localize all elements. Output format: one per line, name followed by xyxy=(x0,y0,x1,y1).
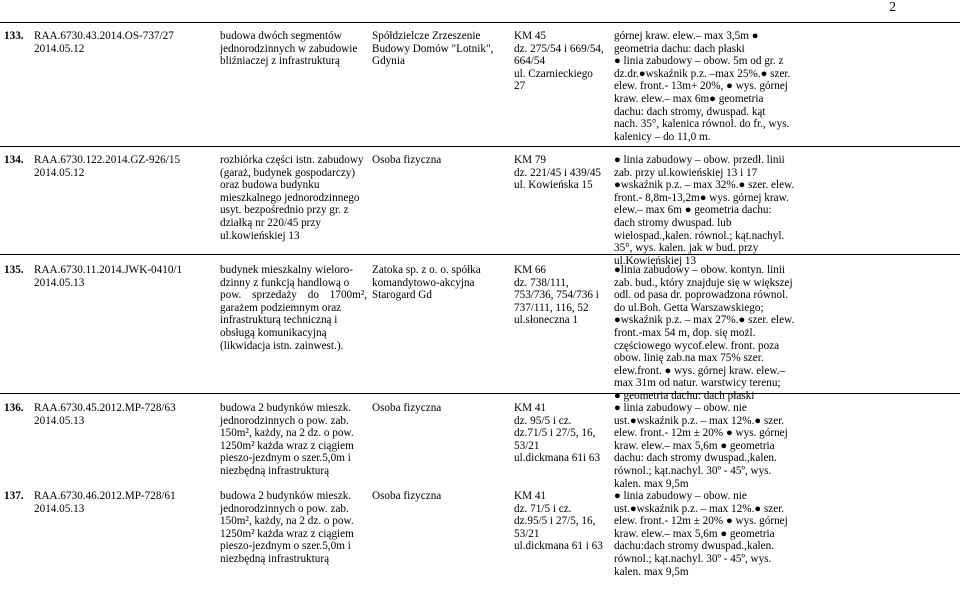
description-cell-line: budowa dwóch segmentów xyxy=(220,30,342,42)
description-cell-line: pieszo-jezdnym o szer.5,0m i xyxy=(220,540,351,553)
investor-cell-line: Osoba fizyczna xyxy=(372,402,442,414)
description-cell-line: (likwidacja istn. zainwest.). xyxy=(220,339,344,352)
description-cell-line: (garaż, budynek gospodarczy) xyxy=(220,166,356,179)
row-number-line: 136. xyxy=(4,402,24,414)
conditions-cell-line: kalen. max 9,5m xyxy=(614,565,689,578)
location-cell-line: dz. 95/5 i cz. xyxy=(514,414,572,427)
conditions-cell-line: geometria dachu: dach płaski xyxy=(614,42,745,55)
location-cell xyxy=(514,402,607,465)
description-cell-line: jednorodzinnych w zabudowie xyxy=(220,42,358,55)
conditions-cell-line: elew.– max 6m ● geometria dachu: xyxy=(614,204,772,217)
description-cell-line: obsługą komunikacyjną xyxy=(220,326,327,339)
description-cell-line: dzinny z funkcją handlową o xyxy=(220,276,350,289)
location-cell-line: dz. 738/111, xyxy=(514,276,569,289)
location-cell-line: ul.słoneczna 1 xyxy=(514,314,578,327)
location-cell-line: 53/21 xyxy=(514,527,540,540)
conditions-cell-line: front.-max 54 m, dop. się możl. xyxy=(614,326,756,339)
description-cell-line: budynek mieszkalny wieloro- xyxy=(220,264,353,276)
investor-cell-line: Osoba fizyczna xyxy=(372,154,442,166)
description-cell xyxy=(220,490,367,566)
description-cell-line: działką nr 220/45 przy xyxy=(220,216,321,229)
row-number xyxy=(4,402,32,415)
conditions-cell-line: ● linia zabudowy – obow. przedł. linii xyxy=(614,154,785,166)
description-cell xyxy=(220,264,367,352)
conditions-cell xyxy=(614,154,798,267)
description-cell-line: bliźniaczej z infrastrukturą xyxy=(220,55,340,68)
investor-cell-line: Starogard Gd xyxy=(372,289,432,302)
conditions-cell-line: dachu: dach stromy dwuspad.,kalen. xyxy=(614,452,777,465)
conditions-cell-line: obow. linię zab.na max 75% szer. xyxy=(614,352,764,365)
conditions-cell-line: odl. od pasa dr. poprowadzona równol. xyxy=(614,289,788,302)
description-cell xyxy=(220,30,367,68)
row-separator xyxy=(0,393,960,394)
description-cell-line: rozbiórka części istn. zabudowy xyxy=(220,154,364,166)
description-cell-line: budowa 2 budynków mieszk. xyxy=(220,490,352,502)
conditions-cell-line: elew.front. ● wys. górnej kraw. elew.– xyxy=(614,364,786,377)
conditions-cell-line: wielospad.,kalen. równol.; kąt.nachyl. xyxy=(614,229,785,242)
investor-cell-line: Zatoka sp. z o. o. spółka xyxy=(372,264,481,276)
page-number: 2 xyxy=(889,0,896,14)
description-cell-line: niezbędną infrastrukturą xyxy=(220,464,330,477)
row-number-line: 137. xyxy=(4,490,24,502)
conditions-cell-line: ● linia zabudowy – obow. 5m od gr. z xyxy=(614,55,784,68)
description-cell-line: oraz budowa budynku xyxy=(220,179,320,192)
conditions-cell-line: ● linia zabudowy – obow. nie xyxy=(614,402,747,414)
conditions-cell-line: ● linia zabudowy – obow. nie xyxy=(614,490,747,502)
conditions-cell-line: górnej kraw. elew.– max 3,5m ● xyxy=(614,30,759,42)
conditions-cell-line: ● geometria dachu: dach płaski xyxy=(614,389,755,402)
conditions-cell-line: ust.●wskaźnik p.z. – max 12%.● szer. xyxy=(614,414,785,427)
signature-cell-line: 2014.05.13 xyxy=(34,276,85,289)
description-cell xyxy=(220,154,367,242)
location-cell-line: 27 xyxy=(514,80,526,93)
signature-cell xyxy=(34,154,198,179)
signature-cell-line: RAA.6730.46.2012.MP-728/61 xyxy=(34,490,176,502)
conditions-cell-line: kraw. elew.– max 5,6m ● geometria xyxy=(614,439,775,452)
signature-cell-line: RAA.6730.11.2014.JWK-0410/1 xyxy=(34,264,183,276)
conditions-cell-line: dz.dr.●wskaźnik p.z. –max 25%.● szer. xyxy=(614,67,791,80)
conditions-cell xyxy=(614,490,798,578)
location-cell-line: dz. 275/54 i 669/54, xyxy=(514,42,604,55)
conditions-cell-line: front.- 8,8m-13,2m● wys. górnej kraw. xyxy=(614,191,789,204)
signature-cell-line: RAA.6730.43.2014.OS-737/27 xyxy=(34,30,174,42)
signature-cell xyxy=(34,490,198,515)
location-cell-line: ul. Kowieńska 15 xyxy=(514,179,593,192)
conditions-cell-line: kraw. elew.– max 6m● geometria xyxy=(614,92,764,105)
location-cell-line: dz. 221/45 i 439/45 xyxy=(514,166,602,179)
conditions-cell-line: 35°, wys. kalen. jak w bud. przy xyxy=(614,242,759,255)
description-cell-line: jednorodzinnych o pow. zab. xyxy=(220,502,349,515)
conditions-cell-line: nach. 35°, kalenica równol. do fr., wys. xyxy=(614,118,790,131)
header-rule xyxy=(0,22,960,23)
row-number-line: 133. xyxy=(4,30,24,42)
conditions-cell-line: kalenicy – do 11,0 m. xyxy=(614,130,711,143)
location-cell-line: ul.dickmana 61i 63 xyxy=(514,452,601,465)
investor-cell-line: Spółdzielcze Zrzeszenie xyxy=(372,30,481,42)
signature-cell-line: RAA.6730.45.2012.MP-728/63 xyxy=(34,402,176,414)
investor-cell xyxy=(372,154,508,167)
description-cell-line: 1250m² każda wraz z ciągiem xyxy=(220,527,354,540)
location-cell xyxy=(514,154,607,192)
conditions-cell-line: ●wskaźnik p.z. – max 27%.● szer. elew. xyxy=(614,314,795,327)
investor-cell-line: Gdynia xyxy=(372,55,405,68)
row-separator xyxy=(0,146,960,147)
location-cell-line: dz.95/5 i 27/5, 16, xyxy=(514,515,596,528)
location-cell-line: KM 45 xyxy=(514,30,547,42)
description-cell-line: 150m², każdy, na 2 dz. o pow. xyxy=(220,427,354,440)
investor-cell xyxy=(372,402,508,415)
investor-cell-line: Budowy Domów "Lotnik", xyxy=(372,42,494,55)
signature-cell-line: 2014.05.13 xyxy=(34,414,85,427)
row-number-line: 134. xyxy=(4,154,24,166)
conditions-cell xyxy=(614,30,798,143)
description-cell-line: jednorodzinnych o pow. zab. xyxy=(220,414,349,427)
row-number xyxy=(4,154,32,167)
location-cell-line: 737/111, 116, 52 xyxy=(514,301,589,314)
signature-cell-line: 2014.05.12 xyxy=(34,166,85,179)
location-cell-line: KM 66 xyxy=(514,264,547,276)
conditions-cell-line: ust.●wskaźnik p.z. – max 12%.● szer. xyxy=(614,502,785,515)
investor-cell-line: komandytowo-akcyjna xyxy=(372,276,475,289)
description-cell-line: infrastrukturą techniczną i xyxy=(220,314,338,327)
row-number xyxy=(4,30,32,43)
signature-cell-line: 2014.05.12 xyxy=(34,42,85,55)
conditions-cell-line: ul.Kowieńskiej 13 xyxy=(614,254,697,267)
conditions-cell-line: dachu: dach stromy, dwuspad. kąt xyxy=(614,105,766,118)
location-cell-line: KM 79 xyxy=(514,154,547,166)
conditions-cell-line: kraw. elew.– max 5,6m ● geometria xyxy=(614,527,775,540)
conditions-cell-line: zab. przy ul.kowieńskiej 13 i 17 xyxy=(614,166,758,179)
investor-cell xyxy=(372,490,508,503)
conditions-cell xyxy=(614,264,798,403)
conditions-cell-line: elew. front.- 12m ± 20% ● wys. górnej xyxy=(614,427,788,440)
investor-cell xyxy=(372,30,508,68)
description-cell-line: ul.kowieńskiej 13 xyxy=(220,229,300,242)
description-cell-line: 1250m² każda wraz z ciągiem xyxy=(220,439,354,452)
conditions-cell-line: równol.; kąt.nachyl. 30º - 45º, wys. xyxy=(614,464,772,477)
conditions-cell-line: dachu:dach stromy dwuspad.,kalen. xyxy=(614,540,775,553)
conditions-cell-line: zab. bud., który znajduje się w większej xyxy=(614,276,793,289)
location-cell xyxy=(514,30,607,93)
description-cell-line: mieszkalnego jednorodzinnego xyxy=(220,191,360,204)
conditions-cell-line: ●wskaźnik p.z. – max 32%.● szer. elew. xyxy=(614,179,795,192)
signature-cell xyxy=(34,30,198,55)
description-cell-line: budowa 2 budynków mieszk. xyxy=(220,402,352,414)
signature-cell-line: 2014.05.13 xyxy=(34,502,85,515)
location-cell-line: 664/54 xyxy=(514,55,546,68)
location-cell-line: dz. 71/5 i cz. xyxy=(514,502,572,515)
location-cell xyxy=(514,490,607,553)
description-cell xyxy=(220,402,367,478)
location-cell xyxy=(514,264,607,327)
signature-cell xyxy=(34,264,198,289)
conditions-cell-line: równol.; kąt.nachyl. 30º - 45º, wys. xyxy=(614,552,772,565)
conditions-cell-line: elew. front.- 12m ± 20% ● wys. górnej xyxy=(614,515,788,528)
signature-cell-line: RAA.6730.122.2014.GZ-926/15 xyxy=(34,154,181,166)
investor-cell xyxy=(372,264,508,302)
conditions-cell-line: max 31m od natur. warstwicy terenu; xyxy=(614,377,781,390)
row-number xyxy=(4,490,32,503)
row-separator xyxy=(0,254,960,255)
conditions-cell-line: ●linia zabudowy – obow. kontyn. linii xyxy=(614,264,786,276)
description-cell-line: niezbędną infrastrukturą xyxy=(220,552,330,565)
location-cell-line: 753/736, 754/736 i xyxy=(514,289,599,302)
row-number-line: 135. xyxy=(4,264,24,276)
location-cell-line: ul. Czarnieckiego xyxy=(514,67,593,80)
description-cell-line: pow. sprzedaży do 1700m², garażem podziemnym oraz xyxy=(220,289,367,314)
location-cell-line: ul.dickmana 61 i 63 xyxy=(514,540,603,553)
investor-cell-line: Osoba fizyczna xyxy=(372,490,442,502)
conditions-cell-line: dach stromy dwuspad. lub xyxy=(614,216,732,229)
location-cell-line: dz.71/5 i 27/5, 16, xyxy=(514,427,596,440)
location-cell-line: KM 41 xyxy=(514,402,547,414)
conditions-cell-line: elew. front.- 13m+ 20%, ● wys. górnej xyxy=(614,80,788,93)
conditions-cell-line: kalen. max 9,5m xyxy=(614,477,689,490)
description-cell-line: usyt. bezpośrednio przy gr. z xyxy=(220,204,349,217)
location-cell-line: KM 41 xyxy=(514,490,547,502)
conditions-cell-line: do ul.Boh. Getta Warszawskiego; xyxy=(614,301,764,314)
location-cell-line: 53/21 xyxy=(514,439,540,452)
description-cell-line: pieszo-jezdnym o szer.5,0m i xyxy=(220,452,351,465)
conditions-cell xyxy=(614,402,798,490)
description-cell-line: 150m², każdy, na 2 dz. o pow. xyxy=(220,515,354,528)
row-number xyxy=(4,264,32,277)
signature-cell xyxy=(34,402,198,427)
conditions-cell-line: częściowego wycof.elew. front. poza xyxy=(614,339,780,352)
